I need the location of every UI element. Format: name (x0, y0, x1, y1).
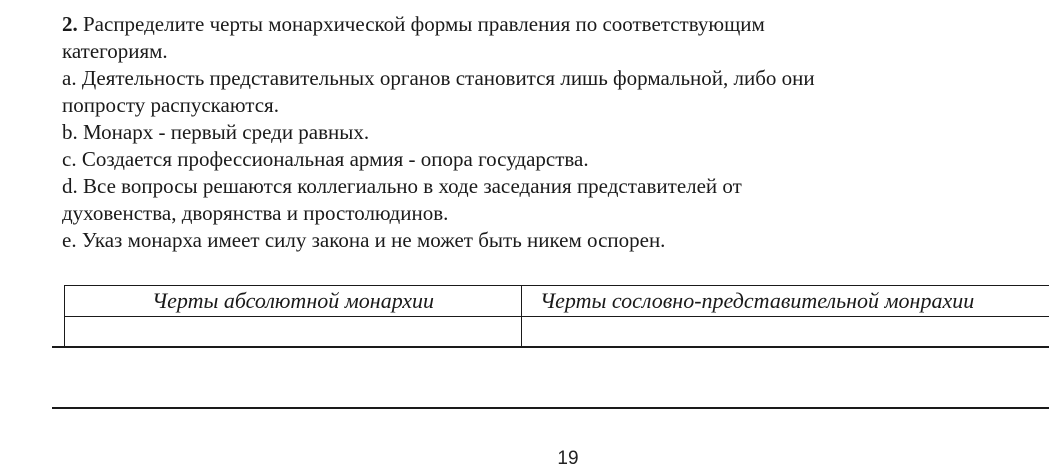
page-number: 19 (557, 448, 579, 469)
header-absolute-monarchy: Черты абсолютной монархии (65, 286, 522, 317)
item-c: c. Создается профессиональная армия - опора государства. (62, 147, 589, 171)
header-estate-monarchy: Черты сословно-представительной монрахии (522, 286, 1049, 317)
horizontal-rule (52, 407, 1049, 409)
table-header-row (65, 286, 1049, 317)
answer-cell-absolute[interactable] (65, 317, 522, 347)
item-a-line-1: a. Деятельность представительных органов становится лишь формальной, либо они (62, 66, 815, 90)
task-text (62, 11, 1022, 254)
table-row (65, 317, 1049, 347)
item-d-line-1: d. Все вопросы решаются коллегиально в ходе заседания представителей от (62, 174, 742, 198)
item-d-line-2: духовенства, дворянства и простолюдинов. (62, 201, 449, 225)
item-e: e. Указ монарха имеет силу закона и не может быть никем оспорен. (62, 228, 666, 252)
task-prompt-line-1: Распределите черты монархической формы правления по соответствующим (77, 12, 765, 36)
answer-cell-estate[interactable] (522, 317, 1049, 347)
task-prompt-line-2: категориям. (62, 39, 168, 63)
task-prompt (62, 11, 1022, 38)
answer-table-wrapper (64, 285, 1049, 347)
horizontal-rule (52, 346, 1049, 348)
item-a-line-2: попросту распускаются. (62, 93, 279, 117)
task-number: 2. (62, 12, 78, 36)
item-b: b. Монарх - первый среди равных. (62, 120, 370, 144)
answer-table (64, 285, 1049, 347)
